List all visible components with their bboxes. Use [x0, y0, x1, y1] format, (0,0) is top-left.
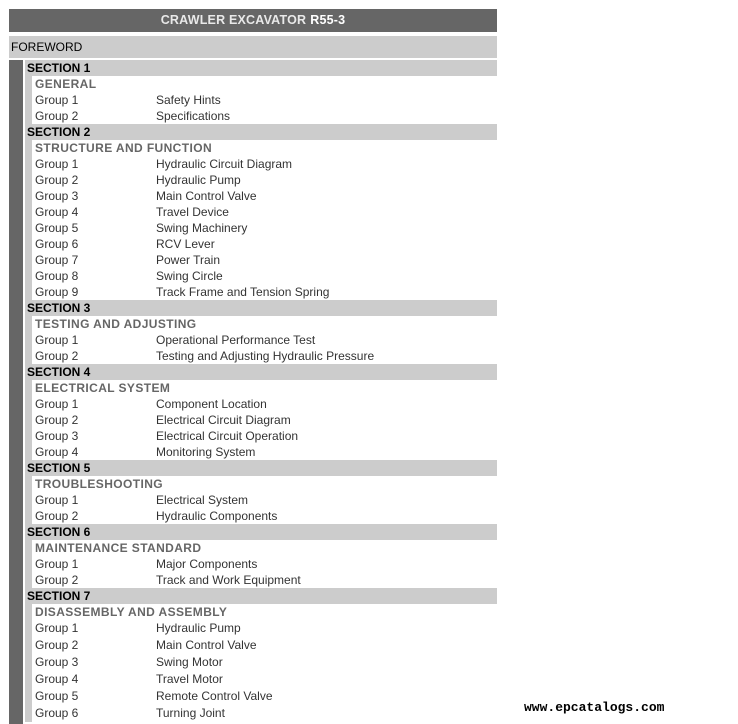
group-item[interactable]	[32, 444, 497, 460]
section-body	[25, 76, 497, 124]
section-body	[25, 476, 497, 524]
section-header[interactable]: SECTION 4	[23, 364, 497, 380]
group-link[interactable]: Swing Motor	[156, 655, 223, 669]
group-label: Group 3	[35, 655, 79, 669]
section-body	[25, 316, 497, 364]
chapter-title[interactable]: ELECTRICAL SYSTEM	[35, 381, 171, 395]
group-label: Group 5	[35, 689, 79, 703]
group-item[interactable]	[32, 252, 497, 268]
group-item[interactable]	[32, 220, 497, 236]
group-label: Group 5	[35, 221, 79, 235]
page-title	[9, 9, 497, 32]
group-item[interactable]	[32, 188, 497, 204]
group-link[interactable]: Testing and Adjusting Hydraulic Pressure	[156, 349, 375, 363]
group-item[interactable]	[32, 637, 497, 654]
group-link[interactable]: Electrical Circuit Diagram	[156, 413, 291, 427]
group-item[interactable]	[32, 396, 497, 412]
section-header[interactable]: SECTION 3	[23, 300, 497, 316]
group-item[interactable]	[32, 428, 497, 444]
foreword-link[interactable]: FOREWORD	[9, 36, 497, 58]
chapter-title[interactable]: DISASSEMBLY AND ASSEMBLY	[35, 605, 228, 619]
group-label: Group 1	[35, 493, 79, 507]
chapter-title[interactable]: TROUBLESHOOTING	[35, 477, 163, 491]
group-label: Group 2	[35, 349, 79, 363]
group-link[interactable]: Hydraulic Pump	[156, 621, 241, 635]
group-label: Group 2	[35, 173, 79, 187]
group-link[interactable]: Track Frame and Tension Spring	[156, 285, 330, 299]
chapter-title[interactable]: TESTING AND ADJUSTING	[35, 317, 197, 331]
section-header[interactable]: SECTION 5	[23, 460, 497, 476]
group-item[interactable]	[32, 705, 497, 722]
group-label: Group 9	[35, 285, 79, 299]
group-item[interactable]	[32, 92, 497, 108]
group-link[interactable]: Major Components	[156, 557, 258, 571]
group-item[interactable]	[32, 332, 497, 348]
group-item[interactable]	[32, 204, 497, 220]
group-label: Group 7	[35, 253, 79, 267]
group-label: Group 3	[35, 429, 79, 443]
group-link[interactable]: Turning Joint	[156, 706, 225, 720]
section-body	[25, 540, 497, 588]
group-item[interactable]	[32, 156, 497, 172]
group-label: Group 6	[35, 237, 79, 251]
group-item[interactable]	[32, 556, 497, 572]
section-body	[25, 380, 497, 460]
group-item[interactable]	[32, 284, 497, 300]
group-link[interactable]: Track and Work Equipment	[156, 573, 301, 587]
group-item[interactable]	[32, 492, 497, 508]
group-label: Group 1	[35, 621, 79, 635]
group-link[interactable]: Travel Device	[156, 205, 229, 219]
section-body	[25, 140, 497, 300]
chapter-title[interactable]: GENERAL	[35, 77, 97, 91]
group-label: Group 3	[35, 189, 79, 203]
group-link[interactable]: Component Location	[156, 397, 267, 411]
group-label: Group 1	[35, 157, 79, 171]
group-label: Group 2	[35, 109, 79, 123]
group-item[interactable]	[32, 236, 497, 252]
group-link[interactable]: Operational Performance Test	[156, 333, 316, 347]
group-label: Group 6	[35, 706, 79, 720]
group-label: Group 1	[35, 93, 79, 107]
group-label: Group 4	[35, 445, 79, 459]
group-label: Group 2	[35, 638, 79, 652]
group-item[interactable]	[32, 620, 497, 637]
group-link[interactable]: Main Control Valve	[156, 638, 257, 652]
title-prefix: CRAWLER EXCAVATOR	[160, 13, 307, 27]
group-label: Group 4	[35, 205, 79, 219]
section-header[interactable]: SECTION 1	[23, 60, 497, 76]
section-header[interactable]: SECTION 6	[23, 524, 497, 540]
group-link[interactable]: Electrical System	[156, 493, 249, 507]
group-link[interactable]: Swing Machinery	[156, 221, 248, 235]
group-label: Group 2	[35, 573, 79, 587]
group-link[interactable]: Specifications	[156, 109, 231, 123]
group-item[interactable]	[32, 108, 497, 124]
group-item[interactable]	[32, 348, 497, 364]
group-link[interactable]: Hydraulic Circuit Diagram	[156, 157, 293, 171]
group-item[interactable]	[32, 654, 497, 671]
group-item[interactable]	[32, 508, 497, 524]
chapter-title[interactable]: MAINTENANCE STANDARD	[35, 541, 202, 555]
group-item[interactable]	[32, 412, 497, 428]
watermark: www.epcatalogs.com	[524, 700, 665, 715]
group-item[interactable]	[32, 572, 497, 588]
group-link[interactable]: Power Train	[156, 253, 221, 267]
group-label: Group 1	[35, 557, 79, 571]
group-link[interactable]: RCV Lever	[156, 237, 215, 251]
group-label: Group 1	[35, 397, 79, 411]
group-link[interactable]: Swing Circle	[156, 269, 223, 283]
group-link[interactable]: Electrical Circuit Operation	[156, 429, 299, 443]
group-link[interactable]: Monitoring System	[156, 445, 256, 459]
group-label: Group 1	[35, 333, 79, 347]
section-body	[25, 604, 497, 722]
chapter-title[interactable]: STRUCTURE AND FUNCTION	[35, 141, 213, 155]
group-label: Group 2	[35, 509, 79, 523]
group-link[interactable]: Main Control Valve	[156, 189, 257, 203]
group-link[interactable]: Remote Control Valve	[156, 689, 273, 703]
group-label: Group 2	[35, 413, 79, 427]
group-item[interactable]	[32, 268, 497, 284]
group-item[interactable]	[32, 688, 497, 705]
group-item[interactable]	[32, 671, 497, 688]
group-link[interactable]: Safety Hints	[156, 93, 221, 107]
group-label: Group 4	[35, 672, 79, 686]
group-link[interactable]: Travel Motor	[156, 672, 223, 686]
group-label: Group 8	[35, 269, 79, 283]
section-header[interactable]: SECTION 7	[23, 588, 497, 604]
section-header[interactable]: SECTION 2	[23, 124, 497, 140]
group-link[interactable]: Hydraulic Pump	[156, 173, 241, 187]
title-model: R55-3	[310, 13, 346, 27]
group-item[interactable]	[32, 172, 497, 188]
table-of-contents	[9, 60, 497, 724]
group-link[interactable]: Hydraulic Components	[156, 509, 278, 523]
